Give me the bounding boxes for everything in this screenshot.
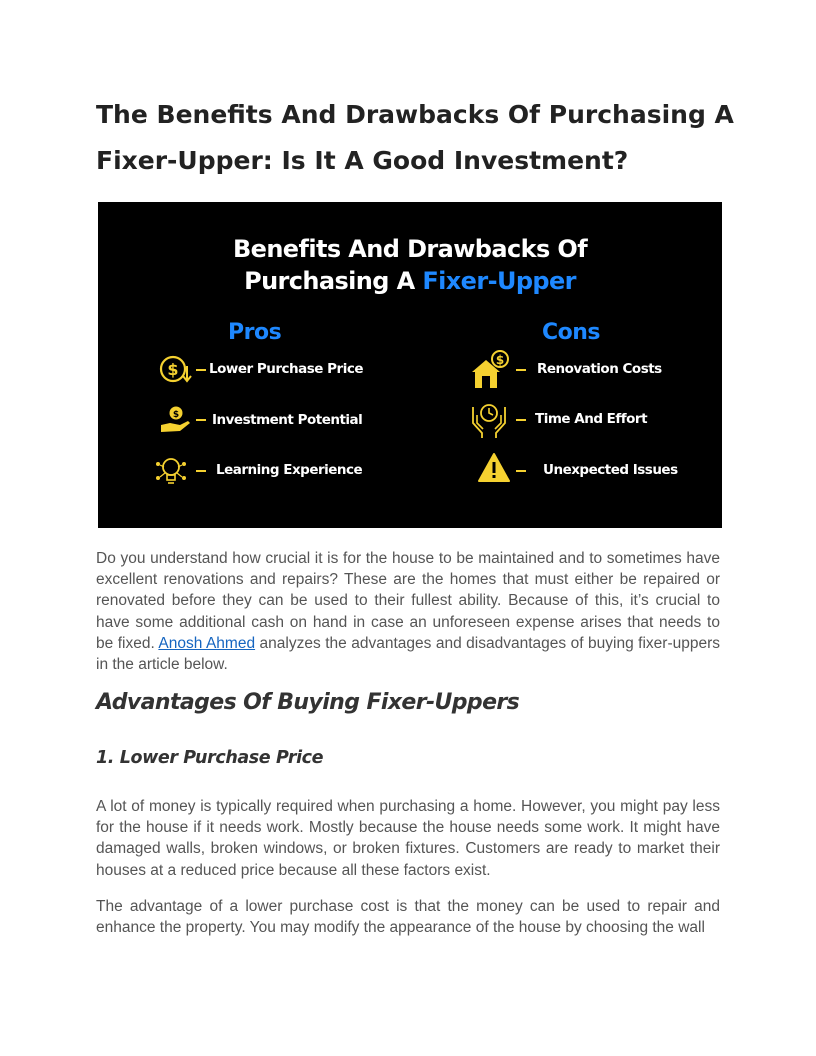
- banner-title-prefix: Purchasing A: [244, 267, 423, 295]
- svg-text:$: $: [495, 353, 505, 367]
- pros-dash-2: [196, 419, 206, 421]
- hands-clock-icon: [470, 401, 504, 435]
- article-title-line-1: The Benefits And Drawbacks Of Purchasing A: [96, 100, 734, 129]
- cons-dash-2: [516, 419, 526, 421]
- cons-label-3: Unexpected Issues: [543, 462, 678, 478]
- pros-label-1: Lower Purchase Price: [209, 361, 363, 377]
- intro-text: Do you understand how crucial it is for the house to be maintained and to sometimes have excellent renovations and repairs? These are the homes that must either be repaired or renovated before they can be used to their fullest ability. Because of this, it’s crucial to have some additional cash on hand in case an unforeseen expense arises that needs to be fixed.: [96, 550, 720, 652]
- body-paragraph-1: A lot of money is typically required when purchasing a home. However, you might pay less for the house if it needs work. Mostly because the house needs some work. It might have damaged walls, broken windows, or broken fixtures. Customers are ready to market their houses at a reduced price because all these factors exist.: [96, 798, 720, 879]
- section-heading: Advantages Of Buying Fixer-Uppers: [96, 690, 520, 715]
- article-title: [96, 92, 736, 184]
- pros-label-3: Learning Experience: [216, 462, 363, 478]
- cons-dash-1: [516, 369, 526, 371]
- infographic-banner: [98, 202, 722, 528]
- money-hand-icon: [158, 403, 192, 437]
- author-link[interactable]: Anosh Ahmed: [158, 634, 256, 652]
- pros-heading: Pros: [228, 320, 282, 345]
- dollar-down-icon: [158, 352, 192, 386]
- article-title-line-2: Fixer-Upper: Is It A Good Investment?: [96, 146, 629, 175]
- body-paragraph-2: The advantage of a lower purchase cost is that the money can be used to repair and enhance the property. You may modify the appearance of the house by choosing the wall: [96, 898, 720, 937]
- intro-text-after-link: analyzes the advantages and disadvantages of buying fixer-uppers in the article below.: [96, 634, 720, 674]
- cons-label-2: Time And Effort: [535, 411, 648, 427]
- intro-paragraph: [96, 548, 720, 675]
- svg-text:$: $: [172, 410, 180, 420]
- svg-text:$: $: [167, 360, 179, 379]
- banner-title-accent: Fixer-Upper: [422, 267, 576, 295]
- cons-label-1: Renovation Costs: [537, 361, 662, 377]
- house-dollar-icon: [470, 350, 504, 384]
- cons-heading: Cons: [542, 320, 601, 345]
- pros-label-2: Investment Potential: [212, 412, 363, 428]
- pros-dash-1: [196, 369, 206, 371]
- lightbulb-brain-icon: [154, 454, 188, 488]
- banner-title-line-1: Benefits And Drawbacks Of: [232, 235, 588, 263]
- banner-title-line-2: [98, 267, 722, 295]
- warning-icon: [477, 452, 511, 486]
- cons-dash-3: [516, 470, 526, 472]
- pros-dash-3: [196, 470, 206, 472]
- section-subheading: 1. Lower Purchase Price: [96, 748, 324, 768]
